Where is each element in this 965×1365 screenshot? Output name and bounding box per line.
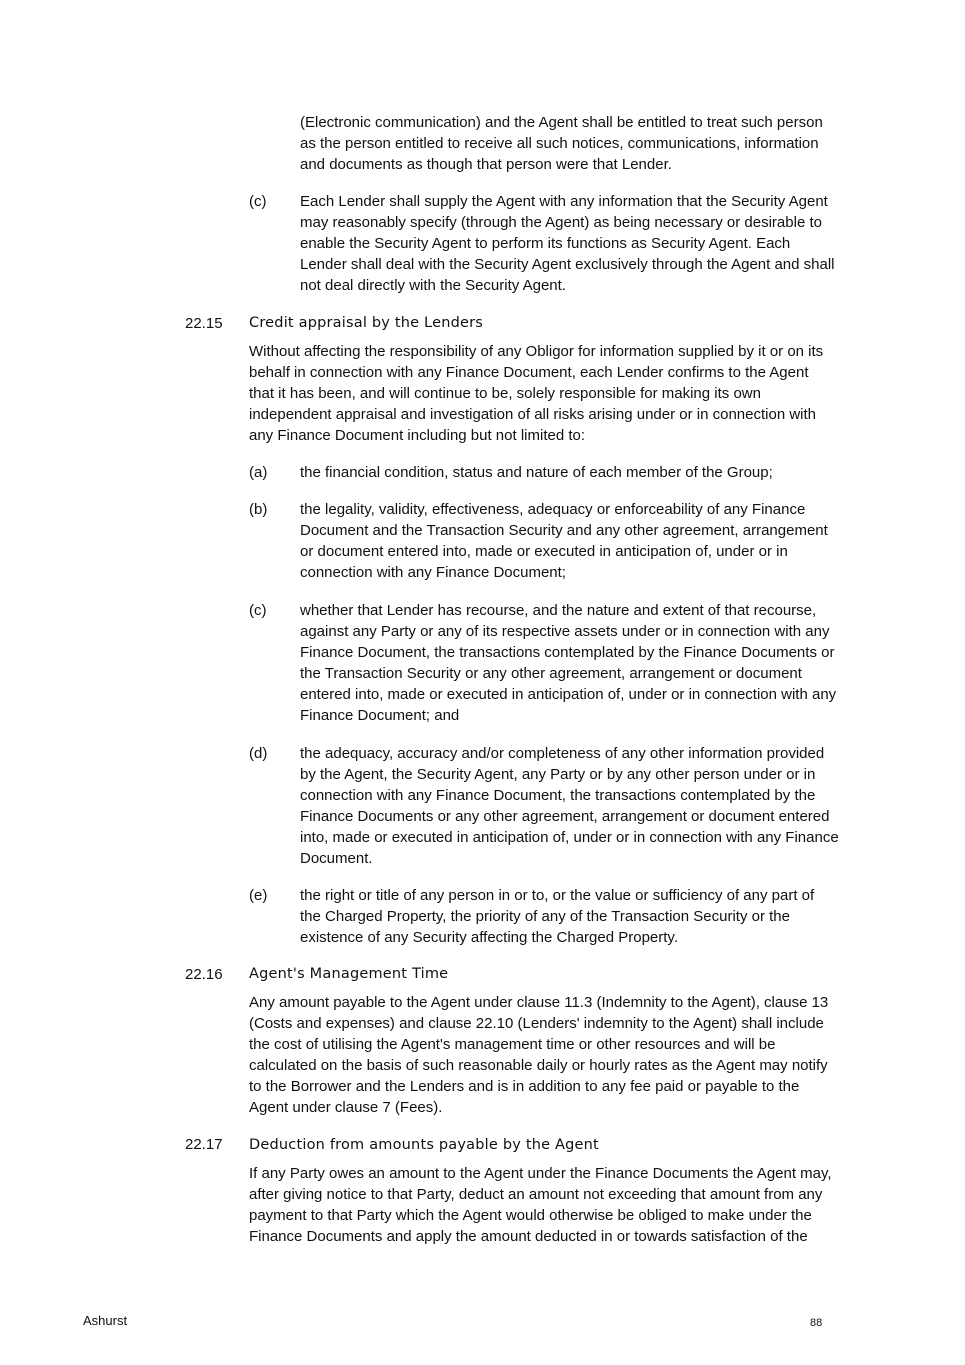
footer-company: Ashurst [83,1313,128,1328]
section-22-16-text: Any amount payable to the Agent under clause 11.3 (Indemnity to the Agent), clause 13 (Costs and expenses) and clause 22.10 (Lenders' indemnity to the Agent) shall include the cost of utilising the Agent's management time or other resources and will be calculated on the basis of such reasonable daily or hourly rates as the Agent may notify to the Borrower and the Lenders and is in addition to any fee paid or payable to the Agent under clause 7 (Fees). [249,994,829,1116]
section-22-17-text: If any Party owes an amount to the Agent under the Finance Documents the Agent may, after giving notice to that Party, deduct an amount not exceeding that amount from any payment to that Party which the Agent would otherwise be obliged to make under the Finance Documents and apply the amount deducted in or towards satisfaction of the [249,1165,832,1245]
section-heading-22-16: Agent's Management Time [249,966,449,982]
section-22-15-intro: Without affecting the responsibility of any Obligor for information supplied by it or on its behalf in connection with any Finance Document, each Lender confirms to the Agent that it has been, and will continue to be, solely responsible for making its own independent appraisal and investigation of all risks arising under or in connection with any Finance Document including but not limited to: [249,343,824,444]
section-number-22-16: 22.16 [185,966,223,983]
section-number-22-17: 22.17 [185,1136,223,1153]
item-c-text: whether that Lender has recourse, and the nature and extent of that recourse, against any Party or any of its respective assets under or in connection with any Finance Document, the transactions contemplated by the Finance Documents or the Transaction Security or any other agreement, arrangement or document entered into, made or executed in anticipation of, under or in connection with any Finance Document; and [300,602,837,724]
item-label-e: (e) [249,887,268,904]
item-label-d: (d) [249,745,268,762]
item-c-top-text: Each Lender shall supply the Agent with any information that the Security Agent may reasonably specify (through the Agent) as being necessary or desirable to enable the Security Agent to perform its functions as Security Agent. Each Lender shall deal with the Security Agent exclusively through the Agent and shall not deal directly with the Security Agent. [300,193,835,294]
item-d-text: the adequacy, accuracy and/or completeness of any other information provided by the Agent, the Security Agent, any Party or by any other person under or in connection with any Finance Document, the transactions contemplated by the Finance Documents or any other agreement, arrangement or document entered into, made or executed in anticipation of, under or in connection with any Finance Document. [300,745,839,867]
item-label-c: (c) [249,602,267,619]
item-e-text: the right or title of any person in or to, or the value or sufficiency of any part of the Charged Property, the priority of any of the Transaction Security or the existence of any Security affecting the Charged Property. [300,887,815,946]
item-label-b: (b) [249,501,268,518]
section-heading-22-15: Credit appraisal by the Lenders [249,315,484,331]
section-heading-22-17: Deduction from amounts payable by the Agent [249,1137,599,1153]
item-b-text: the legality, validity, effectiveness, adequacy or enforceability of any Finance Document and the Transaction Security and any other agreement, arrangement or document entered into, made or executed in anticipation of, under or in connection with any Finance Document; [300,501,828,581]
item-label-a: (a) [249,464,268,481]
footer-page-number: 88 [810,1317,823,1329]
item-a-text: the financial condition, status and nature of each member of the Group; [300,464,773,481]
opening-paragraph: (Electronic communication) and the Agent shall be entitled to treat such person as the person entitled to receive all such notices, communications, information and documents as though that person were that Lender. [300,114,823,173]
item-label-c-top: (c) [249,193,267,210]
section-number-22-15: 22.15 [185,315,223,332]
